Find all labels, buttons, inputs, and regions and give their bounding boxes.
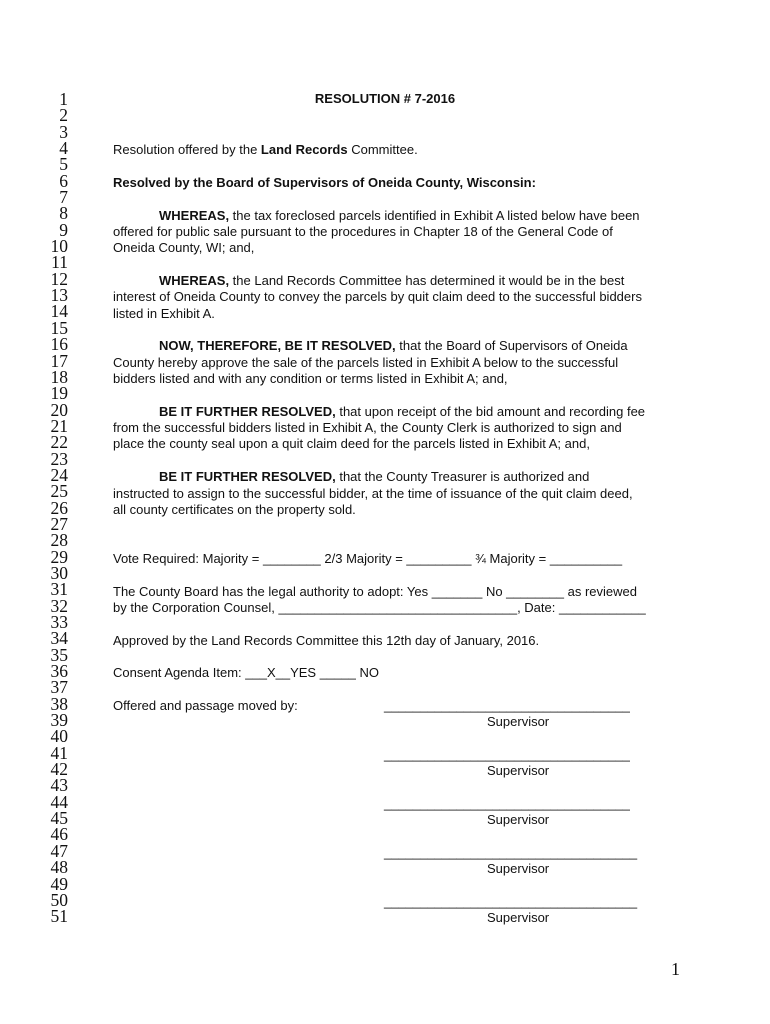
whereas1-line1 <box>159 208 640 224</box>
signature-line-2: __________________________________ <box>384 747 630 762</box>
line-number: 26 <box>50 497 68 518</box>
resolved-line2: County hereby approve the sale of the parcels listed in Exhibit A below to the successful <box>113 355 619 370</box>
resolved-line1 <box>159 338 628 354</box>
whereas2-line2: interest of Oneida County to convey the parcels by quit claim deed to the successful bidders <box>113 289 642 304</box>
line-number: 13 <box>50 285 68 306</box>
line-number: 16 <box>50 334 68 355</box>
line-number: 2 <box>59 105 68 126</box>
line-number: 41 <box>50 742 68 763</box>
signature-line-1: __________________________________ <box>384 698 630 713</box>
line-number: 7 <box>59 187 68 208</box>
committee-name: Land Records <box>260 142 348 157</box>
line-number: 34 <box>50 628 68 649</box>
line-number: 45 <box>50 808 68 829</box>
line-number: 49 <box>50 873 68 894</box>
whereas2-text1: the Land Records Committee has determined it would be in the best <box>229 273 625 288</box>
line-number: 50 <box>50 889 68 910</box>
line-number: 23 <box>50 448 68 469</box>
line-number: 44 <box>50 791 68 812</box>
whereas2-line1 <box>159 273 624 289</box>
resolution-title: RESOLUTION # 7-2016 <box>314 91 456 106</box>
further2-line2: instructed to assign to the successful bidder, at the time of issuance of the quit claim deed, <box>113 486 633 501</box>
resolved-by-heading: Resolved by the Board of Supervisors of Oneida County, Wisconsin: <box>113 175 536 190</box>
line-number: 42 <box>50 759 68 780</box>
line-number: 17 <box>50 350 68 371</box>
authority-line2: by the Corporation Counsel, _________________________________, Date: ____________ <box>113 600 646 615</box>
authority-line1: The County Board has the legal authority to adopt: Yes _______ No ________ as reviewed <box>113 584 637 599</box>
signature-line-4: ___________________________________ <box>384 845 638 860</box>
line-number: 29 <box>50 546 68 567</box>
whereas1-line2: offered for public sale pursuant to the procedures in Chapter 18 of the General Code of <box>113 224 613 239</box>
signature-line-3: __________________________________ <box>384 796 630 811</box>
further1-line1 <box>159 404 645 420</box>
line-number: 8 <box>59 203 68 224</box>
further2-text1: that the County Treasurer is authorized and <box>335 469 590 484</box>
vote-required: Vote Required: Majority = ________ 2/3 Majority = _________ ¾ Majority = __________ <box>113 551 623 566</box>
line-number: 12 <box>50 268 68 289</box>
offered-suffix: Committee. <box>347 142 418 157</box>
supervisor-label-4: Supervisor <box>487 861 550 876</box>
supervisor-label-2: Supervisor <box>487 763 550 778</box>
further2-line3: all county certificates on the property sold. <box>113 502 356 517</box>
resolved-line3: bidders listed and with any condition or terms listed in Exhibit A; and, <box>113 371 508 386</box>
line-number: 30 <box>50 562 68 583</box>
whereas2-line3: listed in Exhibit A. <box>113 306 215 321</box>
offered-passage-label: Offered and passage moved by: <box>113 698 298 713</box>
line-number: 21 <box>50 415 68 436</box>
line-number: 19 <box>50 383 68 404</box>
whereas1-text1: the tax foreclosed parcels identified in Exhibit A listed below have been <box>229 208 640 223</box>
line-numbers <box>28 91 68 925</box>
supervisor-label-5: Supervisor <box>487 910 550 925</box>
line-number: 33 <box>50 612 68 632</box>
further1-line2: from the successful bidders listed in Exhibit A, the County Clerk is authorized to sign and <box>113 420 622 435</box>
whereas2-lead: WHEREAS, <box>159 273 230 288</box>
line-number: 25 <box>50 481 68 502</box>
line-number: 37 <box>50 677 68 698</box>
line-number: 3 <box>59 121 68 142</box>
further1-text1: that upon receipt of the bid amount and recording fee <box>335 404 646 419</box>
resolved-lead: NOW, THEREFORE, BE IT RESOLVED, <box>159 338 396 353</box>
line-number: 36 <box>50 661 68 682</box>
line-number: 31 <box>50 579 68 600</box>
line-number: 48 <box>50 857 68 878</box>
line-number: 20 <box>50 399 68 420</box>
resolved-text1: that the Board of Supervisors of Oneida <box>395 338 628 353</box>
page-number: 1 <box>671 959 680 979</box>
further1-line3: place the county seal upon a quit claim deed for the parcels listed in Exhibit A; and, <box>113 436 590 451</box>
further1-lead: BE IT FURTHER RESOLVED, <box>159 404 336 419</box>
offered-prefix: Resolution offered by the <box>113 142 261 157</box>
line-number: 22 <box>50 432 68 453</box>
line-number: 43 <box>50 775 68 796</box>
line-number: 24 <box>50 464 68 485</box>
offered-by-line <box>113 142 418 158</box>
line-number: 14 <box>50 301 68 322</box>
line-number: 1 <box>59 89 68 109</box>
line-number: 6 <box>59 170 68 191</box>
line-number: 10 <box>50 236 68 257</box>
line-number: 18 <box>50 366 68 387</box>
supervisor-label-3: Supervisor <box>487 812 550 827</box>
whereas1-line3: Oneida County, WI; and, <box>113 240 255 255</box>
signature-line-5: ___________________________________ <box>384 894 638 909</box>
approved-line: Approved by the Land Records Committee this 12th day of January, 2016. <box>113 633 540 648</box>
line-number: 40 <box>50 726 68 747</box>
line-number: 5 <box>59 154 68 175</box>
consent-agenda: Consent Agenda Item: ___X__YES _____ NO <box>113 665 379 680</box>
line-number: 28 <box>50 530 68 551</box>
line-number: 9 <box>59 219 68 240</box>
line-number: 39 <box>50 710 68 731</box>
line-number: 38 <box>50 693 68 714</box>
line-number: 27 <box>50 513 68 534</box>
further2-line1 <box>159 469 589 485</box>
supervisor-label-1: Supervisor <box>487 714 550 729</box>
further2-lead: BE IT FURTHER RESOLVED, <box>159 469 336 484</box>
line-number: 46 <box>50 824 68 845</box>
line-number: 35 <box>50 644 68 665</box>
line-number: 11 <box>51 252 68 273</box>
line-number: 47 <box>50 840 68 861</box>
line-number: 32 <box>50 595 68 616</box>
whereas1-lead: WHEREAS, <box>159 208 230 223</box>
line-number: 4 <box>59 138 68 159</box>
line-number: 15 <box>50 317 68 338</box>
line-number: 51 <box>50 906 68 927</box>
